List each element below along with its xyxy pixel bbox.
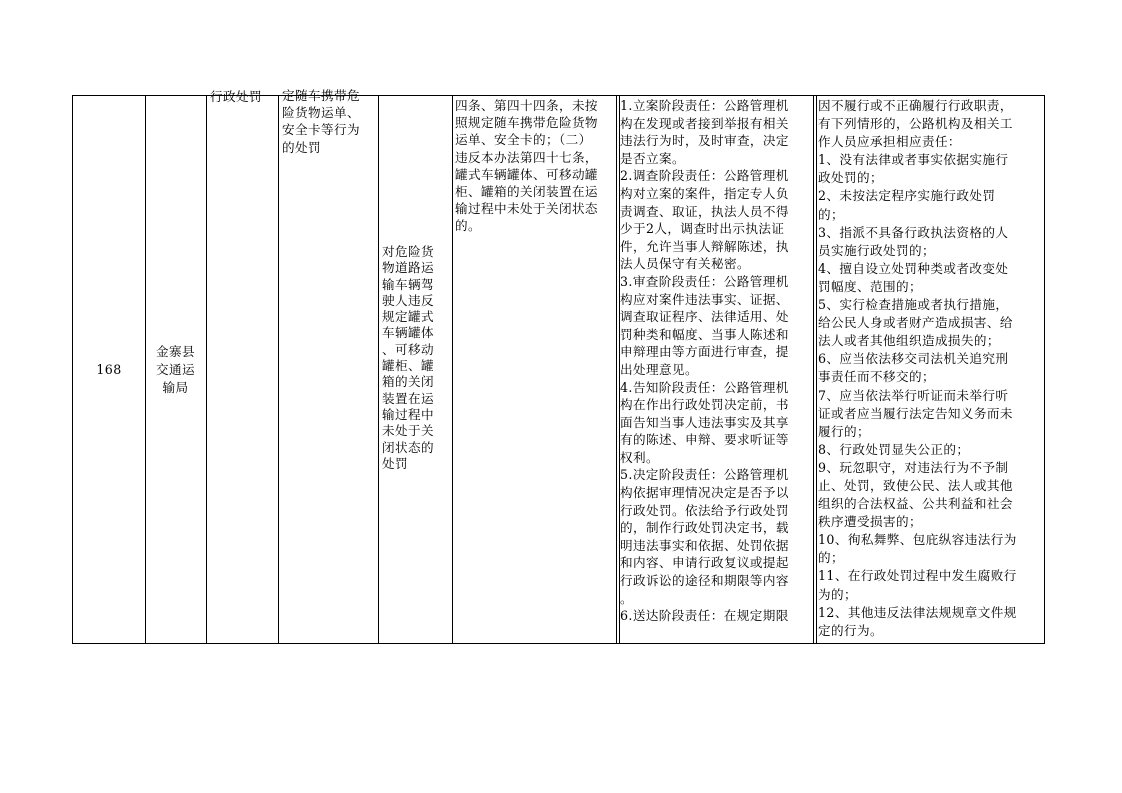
legal-basis-text: 四条、第四十四条，未按 照规定随车携带危险货物 运单、安全卡的；（二） 违反本办法第四十七条， 罐式车辆罐体、可移动罐 柜、罐箱的关闭装置在运 输过程中未处于关闭状态 的。 xyxy=(455,98,598,234)
item-name: 定随车携带危 险货物运单、 安全卡等行为 的处罚 xyxy=(282,88,360,155)
sub-item-name: 对危险货 物道路运 输车辆驾 驶人违反 规定罐式 车辆罐体 、可移动 罐柜、罐 箱的关闭 装置在运 输过程中 未处于关 闭状态的 处罚 xyxy=(382,244,434,471)
responsibility-cell xyxy=(619,96,813,643)
power-list-table xyxy=(72,88,1045,644)
accountability-cell xyxy=(816,96,1044,643)
category-cell xyxy=(206,96,278,643)
seq-number: 168 xyxy=(96,361,122,377)
department-name: 金寨县 交通运 输局 xyxy=(156,343,195,395)
seq-number-cell xyxy=(73,96,145,643)
legal-basis-cell xyxy=(452,96,616,643)
item-name-cell xyxy=(278,88,378,643)
department-cell xyxy=(145,96,206,643)
responsibility-text: 1.立案阶段责任：公路管理机 构在发现或者接到举报有相关 违法行为时，及时审查，决定 是否立案。 2.调查阶段责任：公路管理机 构对立案的案件，指定专人负 责调查、取证，执法人员不得 少于2人，调查时出示执法证 件，允许当事人辩解陈述，执 法人员保守有关秘密。 3.审查阶段责任：公路管理机 构应对案件违法事实、证据、 调查取证程序、法律适用、处 罚种类和幅度、当事人陈述和 申辩理由等方面进行审查，提 出处理意见。 4.告知阶段责任：公路管理机 构在作出行政处罚决定前，书 面告知当事人违法事实及其享 有的陈述、申辩、要求听证等 权利。 5.决定阶段责任：公路管理机 构依据审理情况决定是否予以 行政处罚。依法给予行政处罚 的，制作行政处罚决定书，载 明违法事实和依据、处罚依据 和内容、申请行政复议或提起 行政诉讼的途径和期限等内容 。 6.送达阶段责任：在规定期限 xyxy=(620,98,789,624)
accountability-text: 因不履行或不正确履行行政职责， 有下列情形的，公路机构及相关工 作人员应承担相应责任： 1、没有法律或者事实依据实施行 政处罚的； 2、未按法定程序实施行政处罚 的； 3、指派不具备行政执法资格的人 员实施行政处罚的； 4、擅自设立处罚种类或者改变处 罚幅度、范围的； 5、实行检查措施或者执行措施， 给公民人身或者财产造成损害、给 法人或者其他组织造成损失的； 6、应当依法移交司法机关追究刑 事责任而不移交的； 7、应当依法举行听证而未举行听 证或者应当履行法定告知义务而未 履行的； 8、行政处罚显失公正的； 9、玩忽职守，对违法行为不予制 止、处罚，致使公民、法人或其他 组织的合法权益、公共利益和社会 秩序遭受损害的； 10、徇私舞弊、包庇纵容违法行为 的； 11、在行政处罚过程中发生腐败行 为的； 12、其他违反法律法规规章文件规 定的行为。 xyxy=(818,98,1017,638)
category-clipped-text: 行政处罚 xyxy=(210,89,262,104)
sub-item-cell xyxy=(378,96,452,643)
